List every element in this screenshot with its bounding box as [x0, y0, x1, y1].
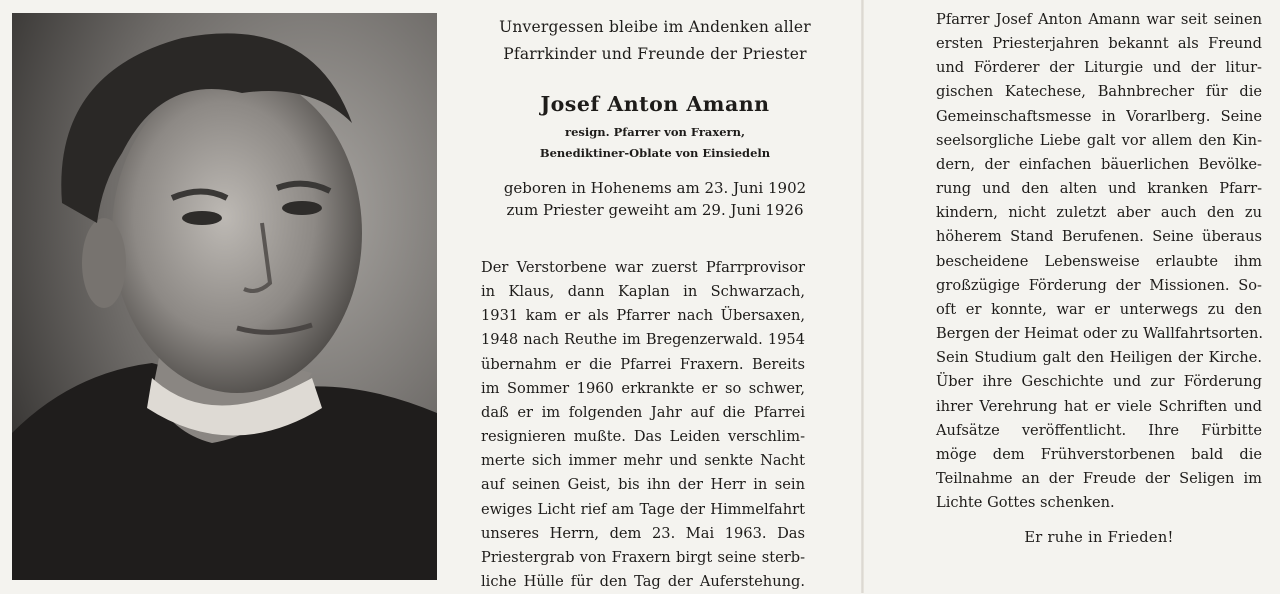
tribute-line: gischen Katechese, Bahnbrecher für die	[936, 83, 1262, 101]
ordination-date-line: zum Priester geweiht am 29. Juni 1926	[506, 201, 804, 219]
biography-line: ewiges Licht rief am Tage der Himmelfahrt	[481, 500, 805, 518]
closing-blessing: Er ruhe in Frieden!	[1024, 529, 1174, 547]
biography-line: resignieren mußte. Das Leiden verschlim-	[481, 428, 805, 446]
biography-line: in Klaus, dann Kaplan in Schwarzach,	[481, 283, 805, 301]
tribute-line: ersten Priesterjahren bekannt als Freund	[936, 35, 1262, 53]
biography-line: Priestergrab von Fraxern birgt seine sterb-	[481, 548, 805, 566]
biography-line: im Sommer 1960 erkrankte er so schwer,	[481, 379, 805, 397]
birth-date-line: geboren in Hohenems am 23. Juni 1902	[503, 179, 807, 197]
tribute-line: kindern, nicht zuletzt aber auch den zu	[936, 204, 1262, 222]
biography-line: daß er im folgenden Jahr auf die Pfarrei	[481, 403, 805, 421]
tribute-line: Bergen der Heimat oder zu Wallfahrtsorten.	[936, 325, 1264, 343]
tribute-line: ihrer Verehrung hat er viele Schriften und	[936, 397, 1262, 415]
tribute-line: möge dem Frühverstorbenen bald die	[936, 445, 1262, 463]
biography-line: 1931 kam er als Pfarrer nach Übersaxen,	[481, 307, 805, 325]
biography-line: liche Hülle für den Tag der Auferstehung.	[481, 573, 805, 591]
tribute-line: Pfarrer Josef Anton Amann war seit seinen	[936, 11, 1262, 28]
tribute-line: dern, der einfachen bäuerlichen Bevölke-	[936, 155, 1262, 173]
tribute-line: großzügige Förderung der Missionen. So-	[936, 276, 1262, 294]
biography-line: merte sich immer mehr und senkte Nacht	[481, 452, 805, 470]
obituary-header	[450, 14, 860, 221]
biography-line: unseres Herrn, dem 23. Mai 1963. Das	[481, 524, 805, 542]
biography-line: 1948 nach Reuthe im Bregenzerwald. 1954	[481, 331, 805, 349]
tribute-text	[936, 8, 1262, 550]
intro-line: Unvergessen bleibe im Andenken aller	[499, 18, 811, 36]
role-line: Benediktiner-Oblate von Einsiedeln	[539, 146, 771, 160]
biography-line: übernahm er die Pfarrei Fraxern. Bereits	[481, 355, 805, 373]
tribute-line: Aufsätze veröffentlicht. Ihre Fürbitte	[936, 421, 1262, 439]
biography-line: auf seinen Geist, bis ihn der Herr in sein	[481, 476, 805, 494]
tribute-line: rung und den alten und kranken Pfarr-	[936, 180, 1262, 198]
portrait-photo	[12, 13, 437, 580]
intro-line: Pfarrkinder und Freunde der Priester	[503, 45, 807, 63]
card-fold	[861, 0, 864, 593]
tribute-line: Teilnahme an der Freude der Seligen im	[936, 469, 1262, 487]
deceased-name: Josef Anton Amann	[540, 92, 770, 116]
tribute-line: oft er konnte, war er unterwegs zu den	[936, 300, 1262, 318]
biography-text	[481, 256, 805, 594]
tribute-line: Über ihre Geschichte und zur Förderung	[936, 373, 1262, 391]
tribute-line: bescheidene Lebensweise erlaubte ihm	[936, 252, 1262, 270]
tribute-line: Lichte Gottes schenken.	[936, 494, 1115, 512]
tribute-line: und Förderer der Liturgie und der litur-	[936, 59, 1262, 77]
tribute-line: Gemeinschaftsmesse in Vorarlberg. Seine	[936, 107, 1262, 125]
tribute-line: Sein Studium galt den Heiligen der Kirche.	[936, 349, 1262, 367]
biography-line: Der Verstorbene war zuerst Pfarrprovisor	[481, 259, 805, 276]
tribute-line: seelsorgliche Liebe galt vor allem den Kin-	[936, 131, 1262, 149]
role-line: resign. Pfarrer von Fraxern,	[565, 125, 745, 139]
tribute-line: höherem Stand Berufenen. Seine überaus	[936, 228, 1262, 246]
